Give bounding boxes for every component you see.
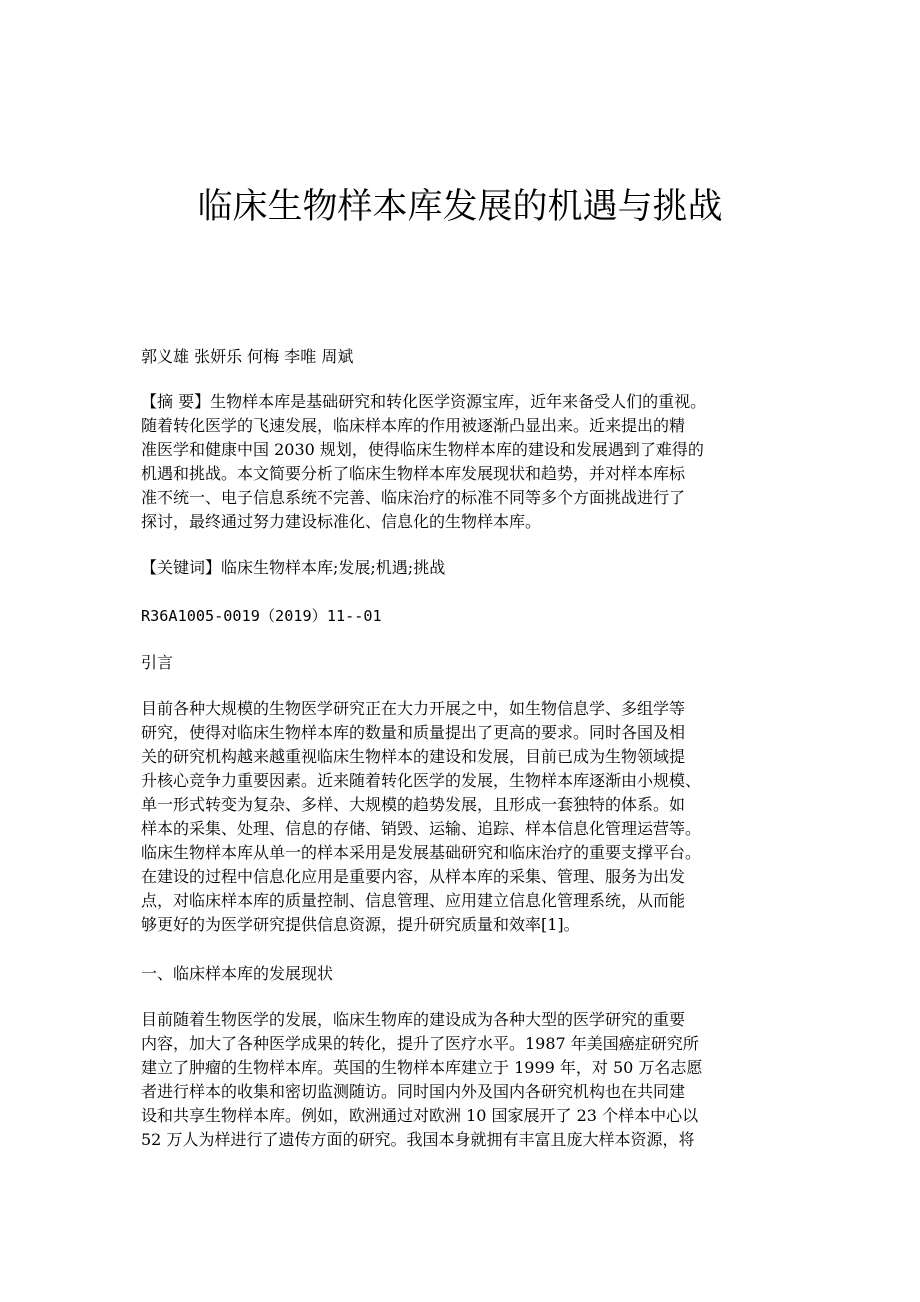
abstract-tag: 【摘 要】 bbox=[141, 392, 211, 411]
intro-paragraph: 目前各种大规模的生物医学研究正在大力开展之中，如生物信息学、多组学等 研究，使得对临床生物样本库的数量和质量提出了更高的要求。同时各国及相 关的研究机构越来越重视临床生物样本的建设和发展，目前已成为生物领域提 升核心竞争力重要因素。近来随着转化医学的发展，生物样本库逐渐由小规模、 单一形式转变为复杂、多样、大规模的趋势发展，且形成一套独特的体系。如 样本的采集、处理、信息的存储、销毁、运输、追踪、样本信息化管理运营等。 临床生物样本库从单一的样本采用是发展基础研究和临床治疗的重要支撑平台。 在建设的过程中信息化应用是重要内容，从样本库的采集、管理、服务为出发 点，对临床样本库的质量控制、信息管理、应用建立信息化管理系统，从而能 够更好的为医学研究提供信息资源，提升研究质量和效率[1]。 bbox=[141, 699, 702, 934]
abstract-paragraph bbox=[141, 390, 801, 534]
intro-heading: 引言 bbox=[141, 653, 174, 672]
keywords-text: 临床生物样本库;发展;机遇;挑战 bbox=[221, 558, 446, 577]
section-heading: 一、临床样本库的发展现状 bbox=[141, 964, 334, 983]
abstract-text: 生物样本库是基础研究和转化医学资源宝库，近年来备受人们的重视。 随着转化医学的飞速发展，临床样本库的作用被逐渐凸显出来。近来提出的精 准医学和健康中国 2030 规划，使得临床生物样本库的建设和发展遇到了难得的 机遇和挑战。本文简要分析了临床生物样本库发展现状和趋势，并对样本库标 准不统一、电子信息系统不完善、临床治疗的标准不同等多个方面挑战进行了 探讨，最终通过努力建设标准化、信息化的生物样本库。 bbox=[141, 392, 707, 531]
author-list: 郭义雄 张妍乐 何梅 李唯 周斌 bbox=[141, 347, 354, 366]
document-title: 临床生物样本库发展的机遇与挑战 bbox=[197, 187, 723, 227]
classification-code: R36A1005-0019（2019）11--01 bbox=[141, 607, 382, 625]
section-paragraph: 目前随着生物医学的发展，临床生物库的建设成为各种大型的医学研究的重要 内容，加大了各种医学成果的转化，提升了医疗水平。1987 年美国癌症研究所 建立了肿瘤的生物样本库。英国的生物样本库建立于 1999 年，对 50 万名志愿 者进行样本的收集和密切监测随访。同时国内外及国内各研究机构也在共同建 设和共享生物样本库。例如，欧洲通过对欧洲 10 国家展开了 23 个样本中心以 52 万人为样进行了遗传方面的研究。我国本身就拥有丰富且庞大样本资源，将 bbox=[141, 1010, 703, 1149]
keywords-line bbox=[141, 556, 801, 580]
keywords-tag: 【关键词】 bbox=[141, 558, 222, 577]
